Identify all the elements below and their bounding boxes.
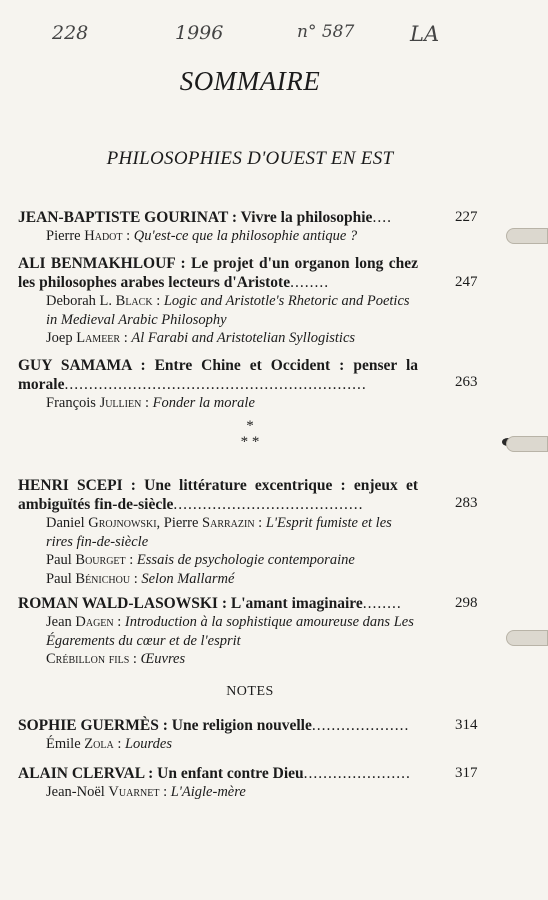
reviewed-title: Introduction à la sophistique amoureuse dans Les Égarements du cœur et de l'esprit bbox=[46, 614, 414, 649]
reviewed-work: Émile Zola : Lourdes bbox=[46, 736, 172, 752]
reviewed-title: Logic and Aristotle's Rhetoric and Poetics in Medieval Arabic Philosophy bbox=[46, 293, 410, 328]
page-number: 263 bbox=[455, 374, 478, 390]
entry-author: ALAIN CLERVAL bbox=[18, 765, 145, 782]
reviewed-author-first: Joep bbox=[46, 330, 73, 346]
entry-article: Entre Chine et Occident : penser la morale bbox=[18, 357, 418, 393]
reviewed-work: Daniel Grojnowski, Pierre Sarrazin : L'Esprit fumiste et les rires fin-de-siècle bbox=[46, 515, 392, 550]
toc-entry bbox=[18, 594, 418, 669]
toc-entry bbox=[18, 208, 418, 246]
reviewed-work: Paul Bourget : Essais de psychologie contemporaine bbox=[46, 552, 355, 568]
entry-headline: JEAN-BAPTISTE GOURINAT : Vivre la philosophie.... bbox=[18, 209, 392, 226]
entry-author: HENRI SCEPI bbox=[18, 477, 123, 494]
entry-headline: HENRI SCEPI : Une littérature excentrique : enjeux et ambiguïtés fin-de-siècle....................................... bbox=[18, 477, 418, 513]
entry-article: Une littérature excentrique : enjeux et ambiguïtés fin-de-siècle bbox=[18, 477, 418, 513]
binding-tab bbox=[506, 228, 548, 244]
entry-headline: ROMAN WALD-LASOWSKI : L'amant imaginaire........ bbox=[18, 595, 402, 612]
handwritten-issue: n° 587 bbox=[297, 22, 355, 42]
entry-author: GUY SAMAMA bbox=[18, 357, 132, 374]
toc-entry bbox=[18, 476, 418, 588]
reviewed-author-first: Daniel bbox=[46, 515, 85, 531]
reviewed-title: Fonder la morale bbox=[152, 395, 255, 411]
reviewed-work: Jean-Noël Vuarnet : L'Aigle-mère bbox=[46, 784, 246, 800]
reviewed-title: Essais de psychologie contemporaine bbox=[136, 552, 355, 568]
reviewed-title: Selon Mallarmé bbox=[141, 570, 235, 587]
entry-article: Vivre la philosophie bbox=[240, 209, 373, 226]
reviewed-author-last: Lameer bbox=[76, 330, 121, 346]
handwritten-annotations bbox=[0, 18, 548, 58]
reviewed-author2-last: Sarrazin bbox=[202, 515, 255, 531]
handwritten-year: 1996 bbox=[175, 22, 224, 44]
reviewed-author-last: Crébillon fils bbox=[46, 651, 130, 667]
reviewed-title: Œuvres bbox=[140, 651, 186, 667]
toc-entry bbox=[18, 356, 418, 413]
reviewed-author-last: Grojnowski bbox=[88, 515, 157, 531]
entry-article: Un enfant contre Dieu bbox=[157, 765, 304, 782]
reviewed-author-first: Jean-Noël bbox=[46, 784, 105, 800]
page-title: SOMMAIRE bbox=[179, 66, 321, 96]
entry-headline: SOPHIE GUERMÈS : Une religion nouvelle.................... bbox=[18, 717, 410, 734]
reviewed-work: Deborah L. Black : Logic and Aristotle's Rhetoric and Poetics in Medieval Arabic Philosophy bbox=[46, 293, 410, 328]
reviewed-title: L'Esprit fumiste et les rires fin-de-siècle bbox=[46, 515, 392, 550]
toc-entry bbox=[18, 764, 418, 802]
entry-author: ALI BENMAKHLOUF bbox=[18, 255, 176, 272]
reviewed-author-first: Paul bbox=[46, 570, 72, 587]
reviewed-author-first: Paul bbox=[46, 552, 72, 568]
page-number: 283 bbox=[455, 495, 478, 511]
entry-headline: GUY SAMAMA : Entre Chine et Occident : penser la morale.............................................................. bbox=[18, 357, 418, 393]
reviewed-author-last: Hadot bbox=[84, 228, 123, 244]
reviewed-author-last: Black bbox=[115, 293, 153, 309]
reviewed-author2-first: Pierre bbox=[163, 515, 199, 531]
reviewed-author-first: François bbox=[46, 395, 96, 411]
toc-entry bbox=[18, 254, 418, 348]
handwritten-number: 228 bbox=[52, 22, 89, 44]
page-number: 247 bbox=[455, 274, 478, 290]
reviewed-author-last: Vuarnet bbox=[108, 784, 160, 800]
reviewed-author-first: Deborah L. bbox=[46, 293, 113, 309]
reviewed-title: Al Farabi and Aristotelian Syllogistics bbox=[131, 330, 356, 346]
reviewed-author-first: Jean bbox=[46, 614, 72, 630]
handwritten-initials: LA bbox=[410, 22, 440, 46]
reviewed-work: Pierre Hadot : Qu'est-ce que la philosophie antique ? bbox=[46, 228, 358, 244]
reviewed-work: Jean Dagen : Introduction à la sophistique amoureuse dans Les Égarements du cœur et de l'esprit bbox=[46, 614, 414, 649]
entry-article: L'amant imaginaire bbox=[230, 595, 363, 612]
binding-tab bbox=[506, 630, 548, 646]
toc-entry bbox=[18, 716, 418, 754]
reviewed-title: L'Aigle-mère bbox=[170, 784, 246, 800]
entry-headline: ALAIN CLERVAL : Un enfant contre Dieu...................... bbox=[18, 765, 411, 782]
reviewed-author-last: Bourget bbox=[75, 552, 126, 568]
notes-heading: NOTES bbox=[226, 684, 274, 699]
reviewed-title: Lourdes bbox=[124, 736, 172, 752]
entry-author: SOPHIE GUERMÈS bbox=[18, 717, 159, 734]
reviewed-work: Paul Bénichou : Selon Mallarmé bbox=[46, 570, 235, 587]
reviewed-work: François Jullien : Fonder la morale bbox=[46, 395, 255, 411]
page-number: 314 bbox=[455, 717, 478, 733]
page-number: 227 bbox=[455, 209, 478, 225]
page-number: 298 bbox=[455, 595, 478, 611]
reviewed-work: Joep Lameer : Al Farabi and Aristotelian Syllogistics bbox=[46, 330, 356, 346]
separator-top: * bbox=[246, 418, 254, 434]
reviewed-author-last: Dagen bbox=[75, 614, 114, 630]
entry-author: ROMAN WALD-LASOWSKI bbox=[18, 595, 218, 612]
reviewed-author-first: Émile bbox=[46, 736, 81, 752]
reviewed-author-last: Zola bbox=[84, 736, 114, 752]
reviewed-author-last: Bénichou bbox=[75, 570, 131, 587]
page-number: 317 bbox=[455, 765, 478, 781]
entry-headline: ALI BENMAKHLOUF : Le projet d'un organon long chez les philosophes arabes lecteurs d'Aristote........ bbox=[18, 255, 418, 291]
section-heading: PHILOSOPHIES D'OUEST EN EST bbox=[106, 148, 394, 169]
binding-tab bbox=[506, 436, 548, 452]
separator-bottom: * * bbox=[240, 434, 260, 450]
entry-article: Une religion nouvelle bbox=[171, 717, 312, 734]
reviewed-author-last: Jullien bbox=[99, 395, 142, 411]
reviewed-title: Qu'est-ce que la philosophie antique ? bbox=[133, 228, 358, 244]
entry-author: JEAN-BAPTISTE GOURINAT bbox=[18, 209, 229, 226]
reviewed-author-first: Pierre bbox=[46, 228, 81, 244]
entry-article: Le projet d'un organon long chez les philosophes arabes lecteurs d'Aristote bbox=[18, 255, 418, 291]
reviewed-work: Crébillon fils : Œuvres bbox=[46, 651, 186, 667]
